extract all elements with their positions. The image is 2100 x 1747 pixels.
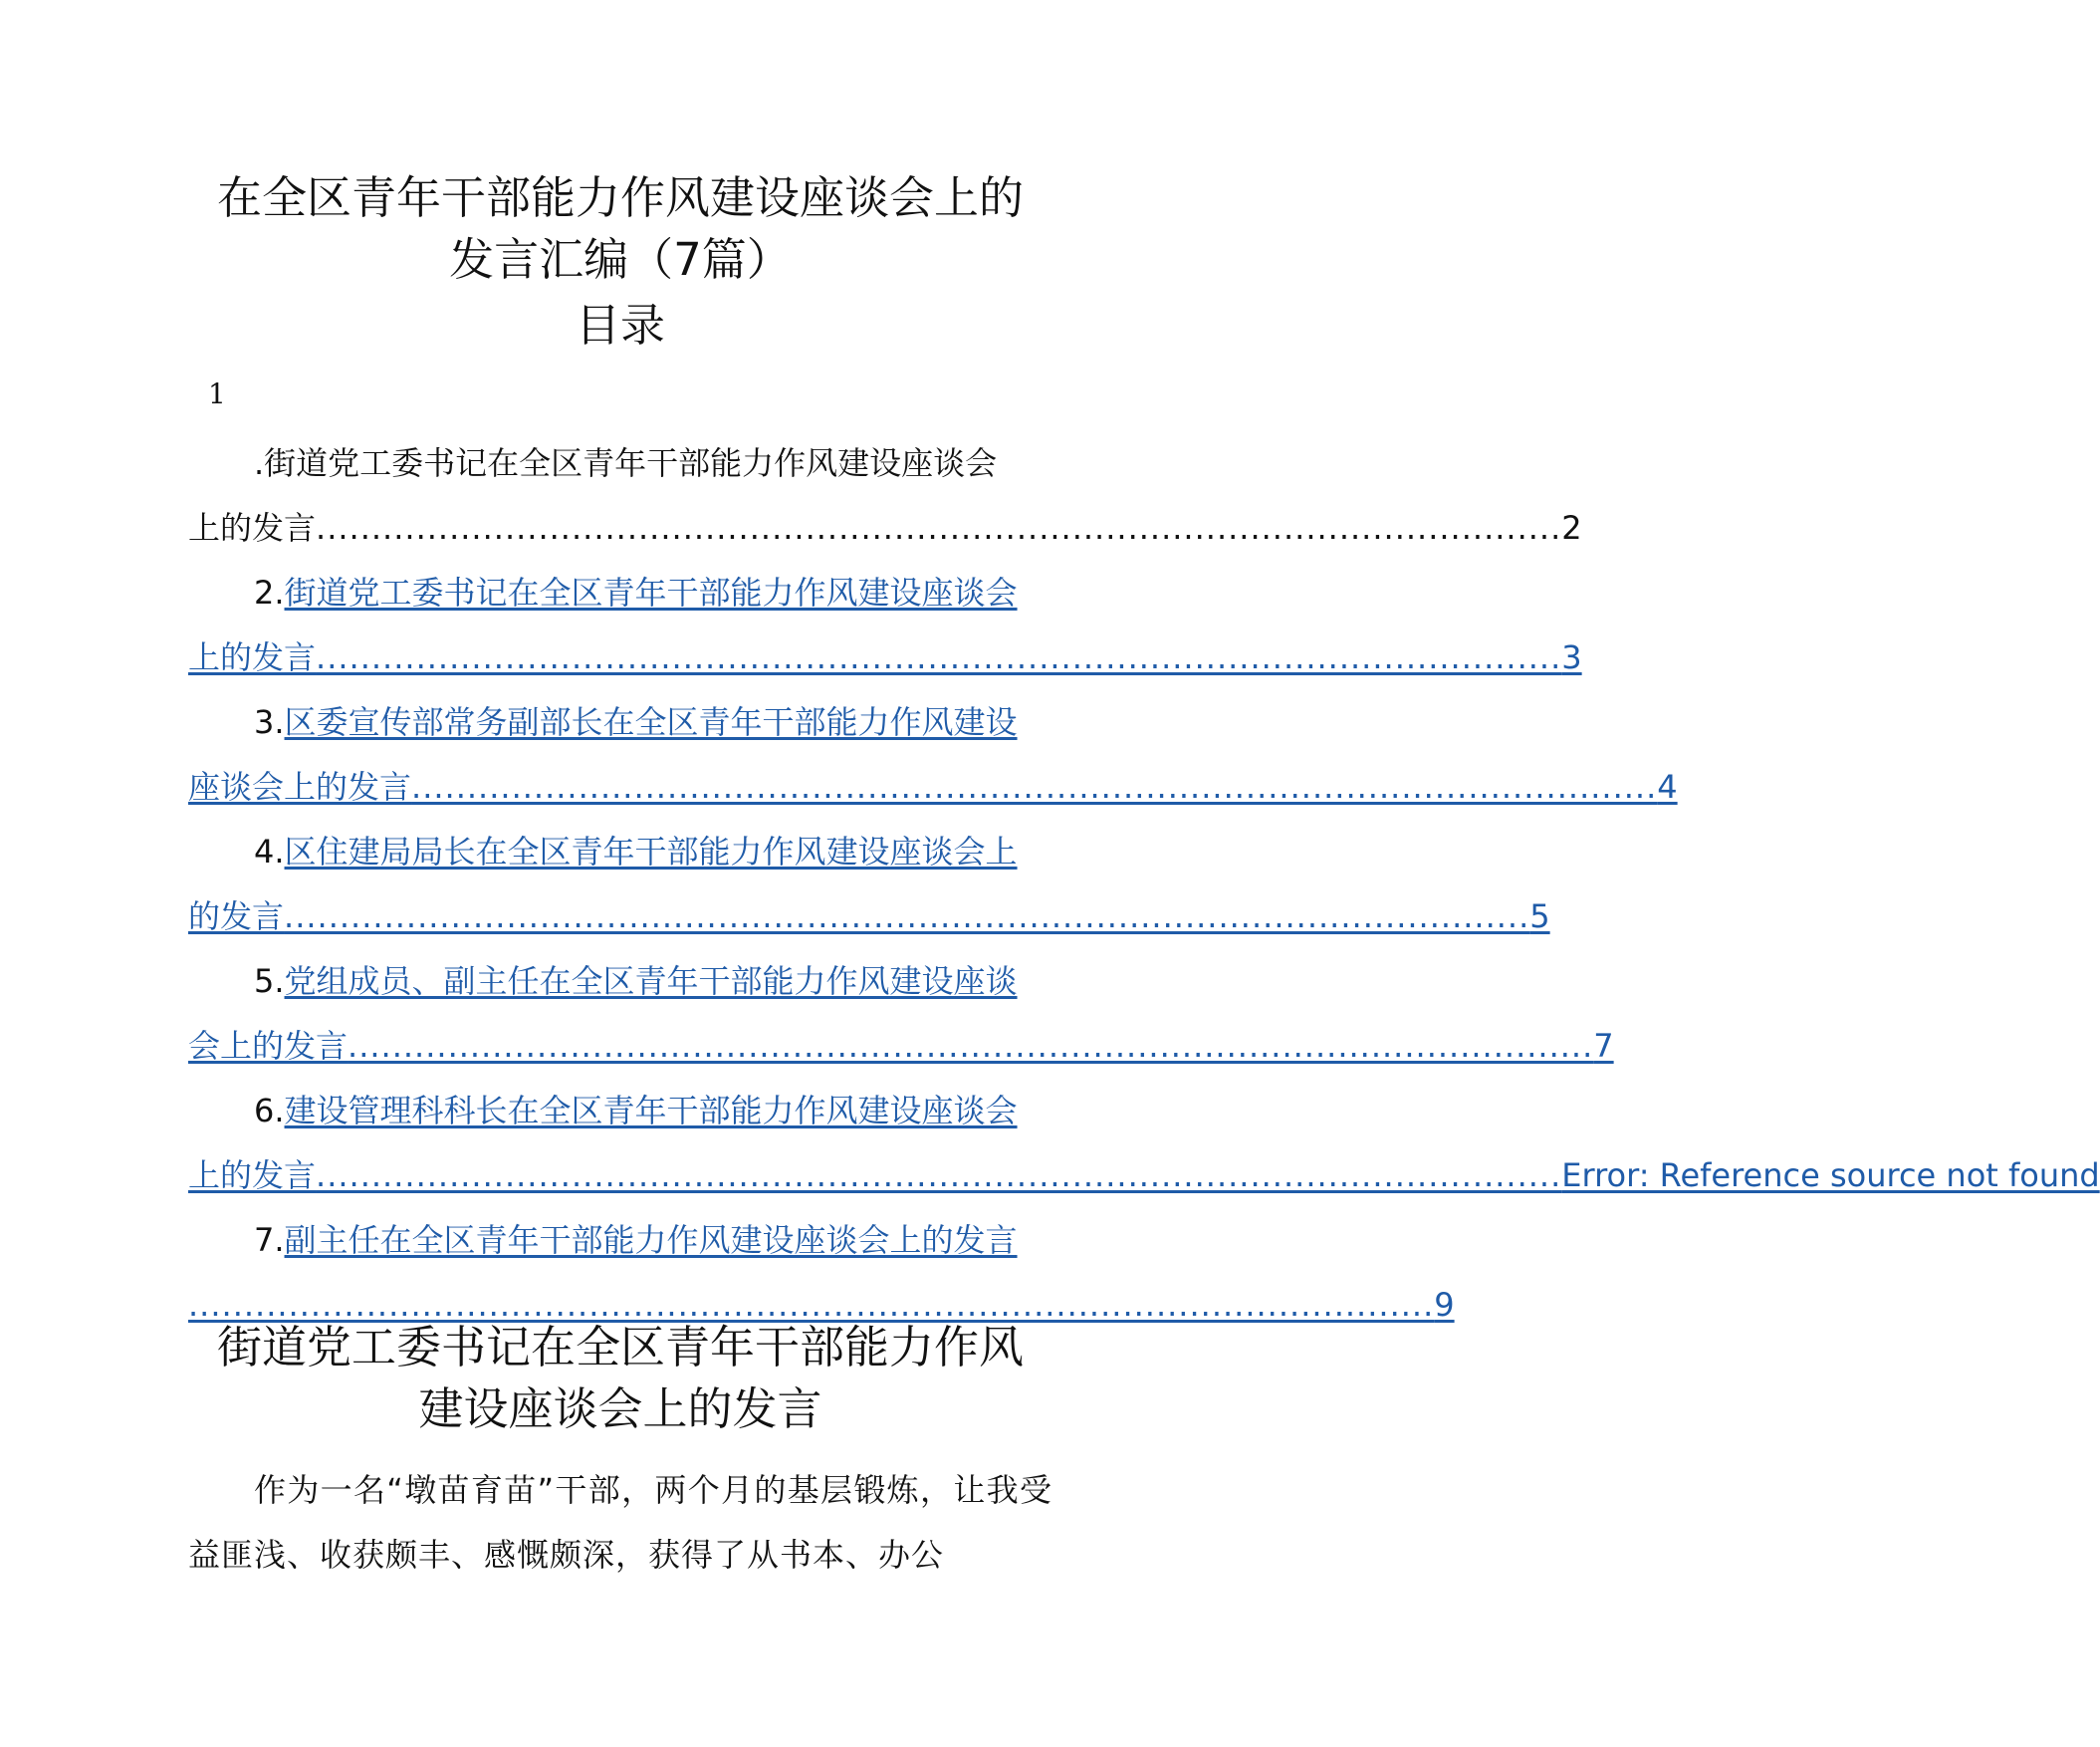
toc-leader-dots[interactable]: ................................................................................................................ (411, 768, 1658, 806)
toc-entry-link[interactable]: 党组成员、副主任在全区青年干部能力作风建设座谈 (284, 962, 1018, 1000)
toc-entry-number: 2. (254, 574, 285, 612)
toc-leader-dots[interactable]: ................................................................................................................ (284, 897, 1530, 935)
toc-leader-line[interactable] (188, 755, 1678, 820)
toc-entry-link[interactable]: 区住建局局长在全区青年干部能力作风建设座谈会上 (284, 833, 1018, 871)
table-of-contents (188, 431, 2100, 1338)
toc-entry-link[interactable]: 建设管理科科长在全区青年干部能力作风建设座谈会 (284, 1092, 1018, 1129)
section-body-paragraph: 作为一名“墩苗育苗”干部，两个月的基层锻炼，让我受益匪浅、收获颇丰、感慨颇深，获得了从书本、办公 (188, 1471, 1052, 1574)
section-title (188, 1317, 1052, 1440)
section-title-line-2: 建设座谈会上的发言 (418, 1382, 822, 1435)
document-page (188, 0, 2100, 1747)
document-title-line-1: 在全区青年干部能力作风建设座谈会上的 (216, 171, 1024, 224)
toc-heading: 目录 (575, 299, 665, 352)
toc-leader-dots[interactable]: ................................................................................................................ (316, 1156, 1562, 1194)
toc-page-number[interactable]: 4 (1657, 768, 1678, 806)
toc-entry-link[interactable]: 区委宣传部常务副部长在全区青年干部能力作风建设 (284, 703, 1018, 741)
toc-entry-number: 4. (254, 833, 285, 871)
document-title-line-2: 发言汇编（7篇） (449, 233, 792, 286)
toc-leader-line[interactable] (188, 884, 1550, 949)
toc-entry-2[interactable] (188, 561, 1582, 690)
toc-leader-dots[interactable]: ................................................................................................................ (348, 1027, 1594, 1065)
toc-leader-dots[interactable]: ................................................................................................................ (316, 638, 1562, 676)
toc-page-number[interactable]: 7 (1593, 1027, 1614, 1065)
toc-entry-number: 7. (254, 1221, 285, 1259)
toc-entry-4[interactable] (188, 820, 1550, 949)
toc-entry-link-continued[interactable]: 上的发言 (188, 509, 317, 547)
toc-entry-link-continued[interactable]: 会上的发言 (188, 1027, 349, 1065)
toc-page-reference-error[interactable]: Error: Reference source not found (1561, 1156, 2100, 1194)
toc-entry-number: 3. (254, 703, 285, 741)
toc-entry-number: 5. (254, 962, 285, 1000)
toc-page-number[interactable]: 9 (1434, 1286, 1455, 1324)
document-title (188, 167, 1052, 291)
toc-entry-link[interactable]: 街道党工委书记在全区青年干部能力作风建设座谈会 (284, 574, 1018, 612)
toc-entry-5[interactable] (188, 949, 1614, 1079)
section-title-line-1: 街道党工委书记在全区青年干部能力作风 (216, 1321, 1024, 1373)
toc-page-number[interactable]: 3 (1561, 638, 1582, 676)
toc-leader-line[interactable] (188, 1014, 1614, 1079)
toc-entry-link-continued[interactable]: 的发言 (188, 897, 285, 935)
toc-entry-link[interactable]: 街道党工委书记在全区青年干部能力作风建设座谈会 (264, 444, 998, 482)
toc-entry-3[interactable] (188, 690, 1678, 820)
page-number-marker: 1 (208, 377, 226, 410)
toc-entry-number: 6. (254, 1092, 285, 1129)
toc-entry-link-continued[interactable]: 座谈会上的发言 (188, 768, 412, 806)
toc-leader-line[interactable] (188, 1143, 2100, 1208)
toc-leader-line (188, 496, 1582, 561)
toc-entry-6[interactable] (188, 1079, 2100, 1208)
toc-leader-dots[interactable]: ................................................................................................................ (188, 1286, 1435, 1324)
toc-entry-number: . (254, 444, 265, 482)
toc-entry-link-continued[interactable]: 上的发言 (188, 1156, 317, 1194)
toc-leader-dots: ................................................................................................................ (316, 509, 1562, 547)
toc-page-number: 2 (1561, 509, 1582, 547)
toc-entry-link-continued[interactable]: 上的发言 (188, 638, 317, 676)
toc-leader-line[interactable] (188, 625, 1582, 690)
toc-entry-link[interactable]: 副主任在全区青年干部能力作风建设座谈会上的发言 (284, 1221, 1018, 1259)
toc-page-number[interactable]: 5 (1529, 897, 1550, 935)
toc-entry-1[interactable] (188, 431, 1582, 561)
